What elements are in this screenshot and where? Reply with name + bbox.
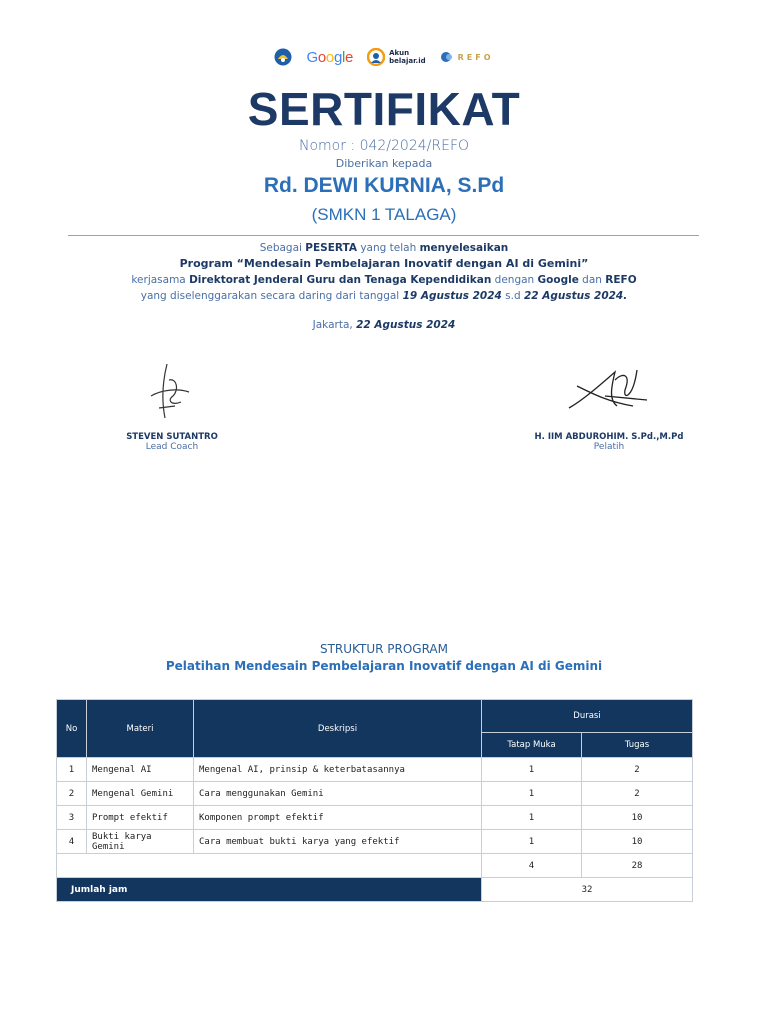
program-name: Program “Mendesain Pembelajaran Inovatif dengan AI di Gemini” [179, 257, 589, 270]
issue-place-date [0, 319, 768, 331]
program-structure-subheading: Pelatihan Mendesain Pembelajaran Inovatif dengan AI di Gemini [165, 659, 603, 673]
divider [68, 235, 699, 236]
cell-tugas: 2 [582, 782, 693, 806]
subtotal-tugas: 28 [582, 854, 693, 878]
table-row [57, 782, 693, 806]
akun-line-1: Akun [389, 49, 410, 57]
refo-wordmark: REFO [457, 52, 494, 62]
statement-line-3 [0, 272, 768, 288]
signer-right-name: H. IIM ABDUROHIM. S.Pd.,M.Pd [534, 432, 684, 442]
text-refo: REFO [605, 274, 637, 286]
text: s.d [501, 290, 524, 302]
google-wordmark: Google [306, 48, 354, 66]
text: yang diselenggarakan secara daring dari tanggal [140, 290, 403, 302]
end-date: 22 Agustus 2024. [523, 290, 628, 302]
subtotal-row [57, 854, 693, 878]
given-to-label: Diberikan kepada [335, 157, 433, 170]
cell-deskripsi: Komponen prompt efektif [194, 806, 482, 830]
total-value: 32 [482, 878, 693, 902]
text: Sebagai [259, 242, 306, 254]
statement-line-1 [0, 240, 768, 256]
text-google: Google [537, 274, 579, 286]
recipient-school: (SMKN 1 TALAGA) [311, 205, 457, 224]
header-durasi: Durasi [482, 700, 693, 733]
signature-image-left [137, 360, 207, 422]
cell-no: 3 [57, 806, 87, 830]
cell-materi: Mengenal AI [87, 758, 194, 782]
header-deskripsi: Deskripsi [194, 700, 482, 758]
google-logo [306, 49, 353, 66]
cell-deskripsi: Cara menggunakan Gemini [194, 782, 482, 806]
kemendikbud-logo [274, 48, 292, 66]
cell-deskripsi: Mengenal AI, prinsip & keterbatasannya [194, 758, 482, 782]
signature-right [500, 360, 718, 452]
refo-logo [440, 51, 494, 63]
signer-right-role: Pelatih [593, 442, 625, 452]
refo-icon [440, 51, 454, 63]
cell-tatap-muka: 1 [482, 782, 582, 806]
cell-no: 1 [57, 758, 87, 782]
recipient-name: Rd. DEWI KURNIA, S.Pd [263, 174, 505, 197]
tut-wuri-handayani-icon [274, 48, 292, 66]
table-row [57, 830, 693, 854]
akun-belajar-logo [367, 48, 426, 66]
text: kerjasama [131, 274, 190, 286]
cell-tatap-muka: 1 [482, 830, 582, 854]
text-directorate: Direktorat Jenderal Guru dan Tenaga Kependidikan [189, 274, 492, 286]
cell-materi: Mengenal Gemini [87, 782, 194, 806]
issue-date: 22 Agustus 2024 [356, 319, 456, 331]
signature-left [98, 360, 246, 452]
cell-materi: Bukti karya Gemini [87, 830, 194, 854]
subtotal-empty [57, 854, 482, 878]
text-peserta: PESERTA [305, 242, 357, 254]
partner-logos [0, 48, 768, 66]
signer-left-role: Lead Coach [145, 442, 199, 452]
header-no: No [57, 700, 87, 758]
cell-tatap-muka: 1 [482, 806, 582, 830]
total-row [57, 878, 693, 902]
issue-place: Jakarta, [312, 319, 357, 331]
table-row [57, 806, 693, 830]
statement-line-2 [0, 256, 768, 272]
cell-deskripsi: Cara membuat bukti karya yang efektif [194, 830, 482, 854]
table-row [57, 758, 693, 782]
program-structure-heading: STRUKTUR PROGRAM [319, 642, 448, 656]
statement-line-4 [0, 288, 768, 304]
akun-line-2: belajar.id [389, 57, 426, 65]
signer-left-name: STEVEN SUTANTRO [126, 432, 218, 442]
subtotal-tatap-muka: 4 [482, 854, 582, 878]
header-tatap-muka: Tatap Muka [482, 733, 582, 758]
text-menyelesaikan: menyelesaikan [419, 242, 509, 254]
header-materi: Materi [87, 700, 194, 758]
certificate-statement [0, 240, 768, 304]
certificate-title: SERTIFIKAT [247, 83, 521, 135]
certificate-number: Nomor : 042/2024/REFO [298, 138, 470, 154]
cell-tatap-muka: 1 [482, 758, 582, 782]
cell-materi: Prompt efektif [87, 806, 194, 830]
cell-tugas: 10 [582, 806, 693, 830]
cell-tugas: 10 [582, 830, 693, 854]
signature-image-right [559, 360, 659, 422]
cell-tugas: 2 [582, 758, 693, 782]
header-tugas: Tugas [582, 733, 693, 758]
text: dan [578, 274, 606, 286]
cell-no: 4 [57, 830, 87, 854]
text: dengan [491, 274, 538, 286]
start-date: 19 Agustus 2024 [402, 290, 502, 302]
akun-belajar-icon [367, 48, 385, 66]
table-header-row [57, 700, 693, 733]
cell-no: 2 [57, 782, 87, 806]
program-table [56, 699, 693, 902]
text: yang telah [357, 242, 420, 254]
total-label: Jumlah jam [57, 878, 482, 902]
